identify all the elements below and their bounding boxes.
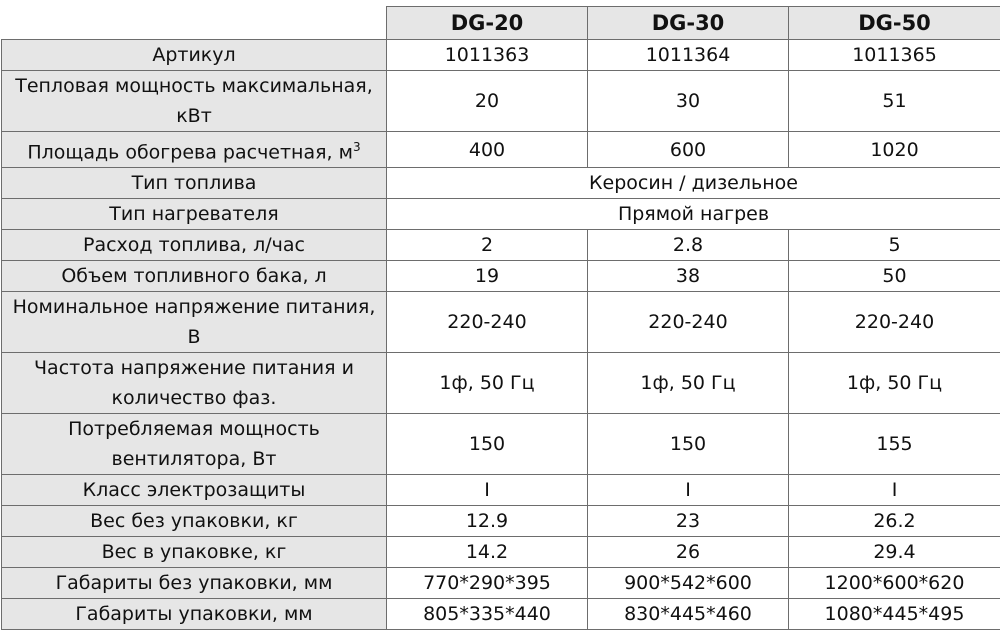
unit-superscript: 3 xyxy=(353,140,361,154)
cell-value: 19 xyxy=(387,261,588,292)
table-row xyxy=(2,568,1000,599)
cell-value: 26 xyxy=(588,537,789,568)
cell-value: 38 xyxy=(588,261,789,292)
table-row xyxy=(2,40,1000,71)
cell-value: 23 xyxy=(588,506,789,537)
cell-value: 150 xyxy=(387,414,588,475)
row-label: Габариты упаковки, мм xyxy=(2,599,387,630)
table-row xyxy=(2,599,1000,630)
cell-value: 12.9 xyxy=(387,506,588,537)
row-label: Расход топлива, л/час xyxy=(2,230,387,261)
table-row xyxy=(2,414,1000,475)
cell-value: 2 xyxy=(387,230,588,261)
cell-value: 1200*600*620 xyxy=(789,568,1000,599)
row-label xyxy=(2,132,387,168)
cell-value: 26.2 xyxy=(789,506,1000,537)
cell-value: 1011364 xyxy=(588,40,789,71)
cell-value: 1080*445*495 xyxy=(789,599,1000,630)
row-label: Номинальное напряжение питания, В xyxy=(2,292,387,353)
table-row xyxy=(2,71,1000,132)
row-label: Объем топливного бака, л xyxy=(2,261,387,292)
table-row xyxy=(2,292,1000,353)
row-label: Тип нагревателя xyxy=(2,199,387,230)
cell-value: 14.2 xyxy=(387,537,588,568)
cell-value: 150 xyxy=(588,414,789,475)
table-row xyxy=(2,506,1000,537)
row-label: Вес в упаковке, кг xyxy=(2,537,387,568)
cell-value: 220-240 xyxy=(387,292,588,353)
header-row xyxy=(2,7,1000,40)
cell-value: 2.8 xyxy=(588,230,789,261)
cell-value: 1ф, 50 Гц xyxy=(387,353,588,414)
row-label: Класс электрозащиты xyxy=(2,475,387,506)
table-header xyxy=(2,7,1000,40)
cell-value: 30 xyxy=(588,71,789,132)
cell-value: I xyxy=(588,475,789,506)
row-label: Частота напряжение питания и количество фаз. xyxy=(2,353,387,414)
table-row xyxy=(2,537,1000,568)
cell-value: 1011365 xyxy=(789,40,1000,71)
cell-value: 600 xyxy=(588,132,789,168)
cell-value: 1020 xyxy=(789,132,1000,168)
row-label: Потребляемая мощность вентилятора, Вт xyxy=(2,414,387,475)
cell-value: 1011363 xyxy=(387,40,588,71)
cell-value: 1ф, 50 Гц xyxy=(588,353,789,414)
table-row xyxy=(2,475,1000,506)
table-row xyxy=(2,261,1000,292)
cell-value: 770*290*395 xyxy=(387,568,588,599)
cell-value: 1ф, 50 Гц xyxy=(789,353,1000,414)
cell-value: 51 xyxy=(789,71,1000,132)
cell-value: I xyxy=(387,475,588,506)
cell-value: 400 xyxy=(387,132,588,168)
cell-value: 29.4 xyxy=(789,537,1000,568)
spec-table xyxy=(1,6,1000,630)
cell-value: 805*335*440 xyxy=(387,599,588,630)
cell-value: I xyxy=(789,475,1000,506)
row-label: Тип топлива xyxy=(2,168,387,199)
cell-value: 900*542*600 xyxy=(588,568,789,599)
row-label: Артикул xyxy=(2,40,387,71)
cell-value: 20 xyxy=(387,71,588,132)
cell-value: 50 xyxy=(789,261,1000,292)
cell-value: 5 xyxy=(789,230,1000,261)
table-row xyxy=(2,168,1000,199)
row-label-text: Площадь обогрева расчетная, м xyxy=(27,141,353,163)
model-header: DG-20 xyxy=(387,7,588,40)
header-corner xyxy=(2,7,387,40)
row-label: Габариты без упаковки, мм xyxy=(2,568,387,599)
row-label: Тепловая мощность максимальная, кВт xyxy=(2,71,387,132)
model-header: DG-30 xyxy=(588,7,789,40)
cell-value: 220-240 xyxy=(588,292,789,353)
table-row xyxy=(2,353,1000,414)
row-label: Вес без упаковки, кг xyxy=(2,506,387,537)
cell-value: 830*445*460 xyxy=(588,599,789,630)
table-row xyxy=(2,199,1000,230)
table-row xyxy=(2,132,1000,168)
table-row xyxy=(2,230,1000,261)
cell-value: 220-240 xyxy=(789,292,1000,353)
merged-cell-value: Прямой нагрев xyxy=(387,199,1000,230)
table-body xyxy=(2,40,1000,630)
model-header: DG-50 xyxy=(789,7,1000,40)
merged-cell-value: Керосин / дизельное xyxy=(387,168,1000,199)
cell-value: 155 xyxy=(789,414,1000,475)
